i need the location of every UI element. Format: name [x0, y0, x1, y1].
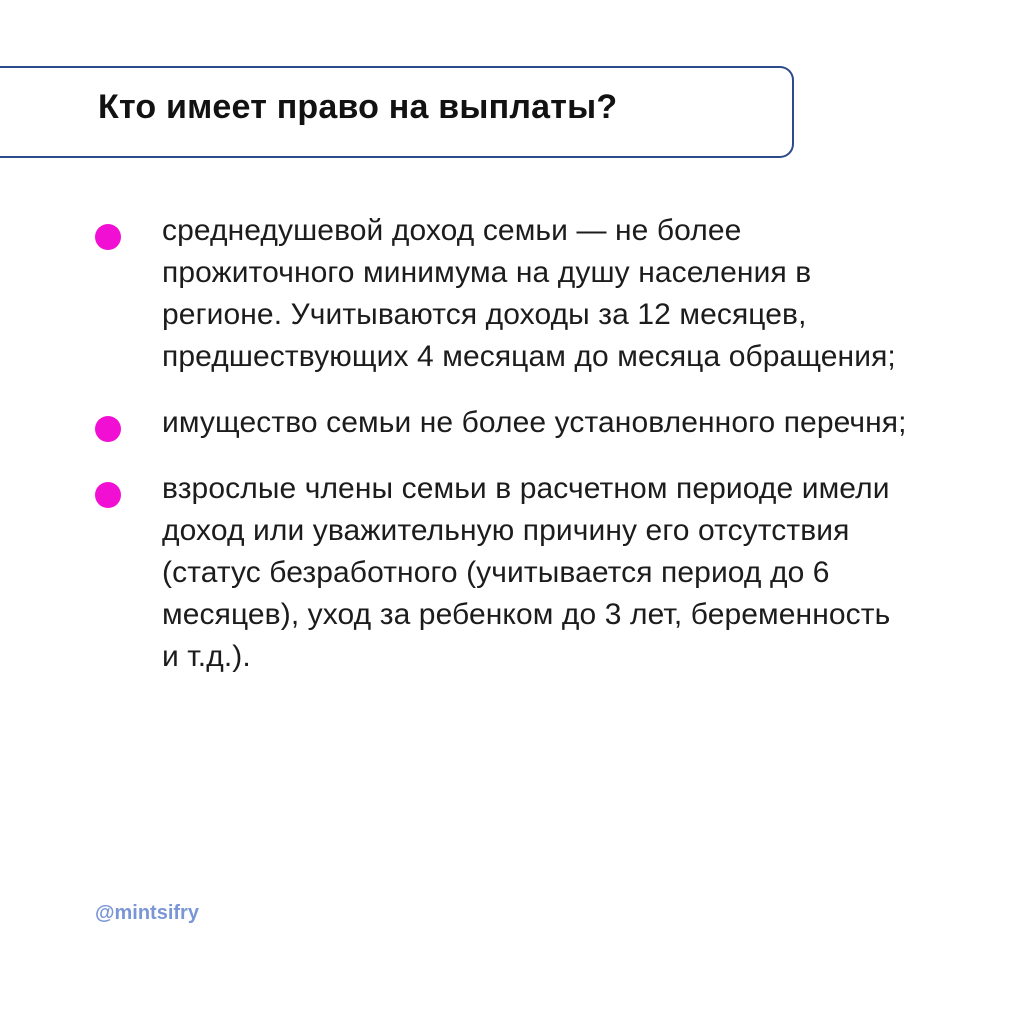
list-item	[95, 210, 915, 378]
list-item-text: взрослые члены семьи в расчетном периоде имели доход или уважительную причину его отсутствия (статус безработного (учитывается период до 6 месяцев), уход за ребенком до 3 лет, беременность и т.д.).	[162, 472, 891, 673]
social-handle[interactable]: @mintsifry	[95, 902, 199, 924]
list-item	[95, 468, 915, 678]
bullet-dot-icon	[95, 482, 121, 508]
bullet-dot-icon	[95, 224, 121, 250]
bullet-dot-icon	[95, 416, 121, 442]
list-item-text: среднедушевой доход семьи — не более прожиточного минимума на душу населения в регионе. Учитываются доходы за 12 месяцев, предшествующих 4 месяцам до месяца обращения;	[162, 214, 896, 373]
list-item-text: имущество семьи не более установленного перечня;	[162, 406, 907, 439]
list-item	[95, 402, 915, 444]
bullet-list	[95, 210, 915, 702]
page-title: Кто имеет право на выплаты?	[98, 88, 618, 126]
